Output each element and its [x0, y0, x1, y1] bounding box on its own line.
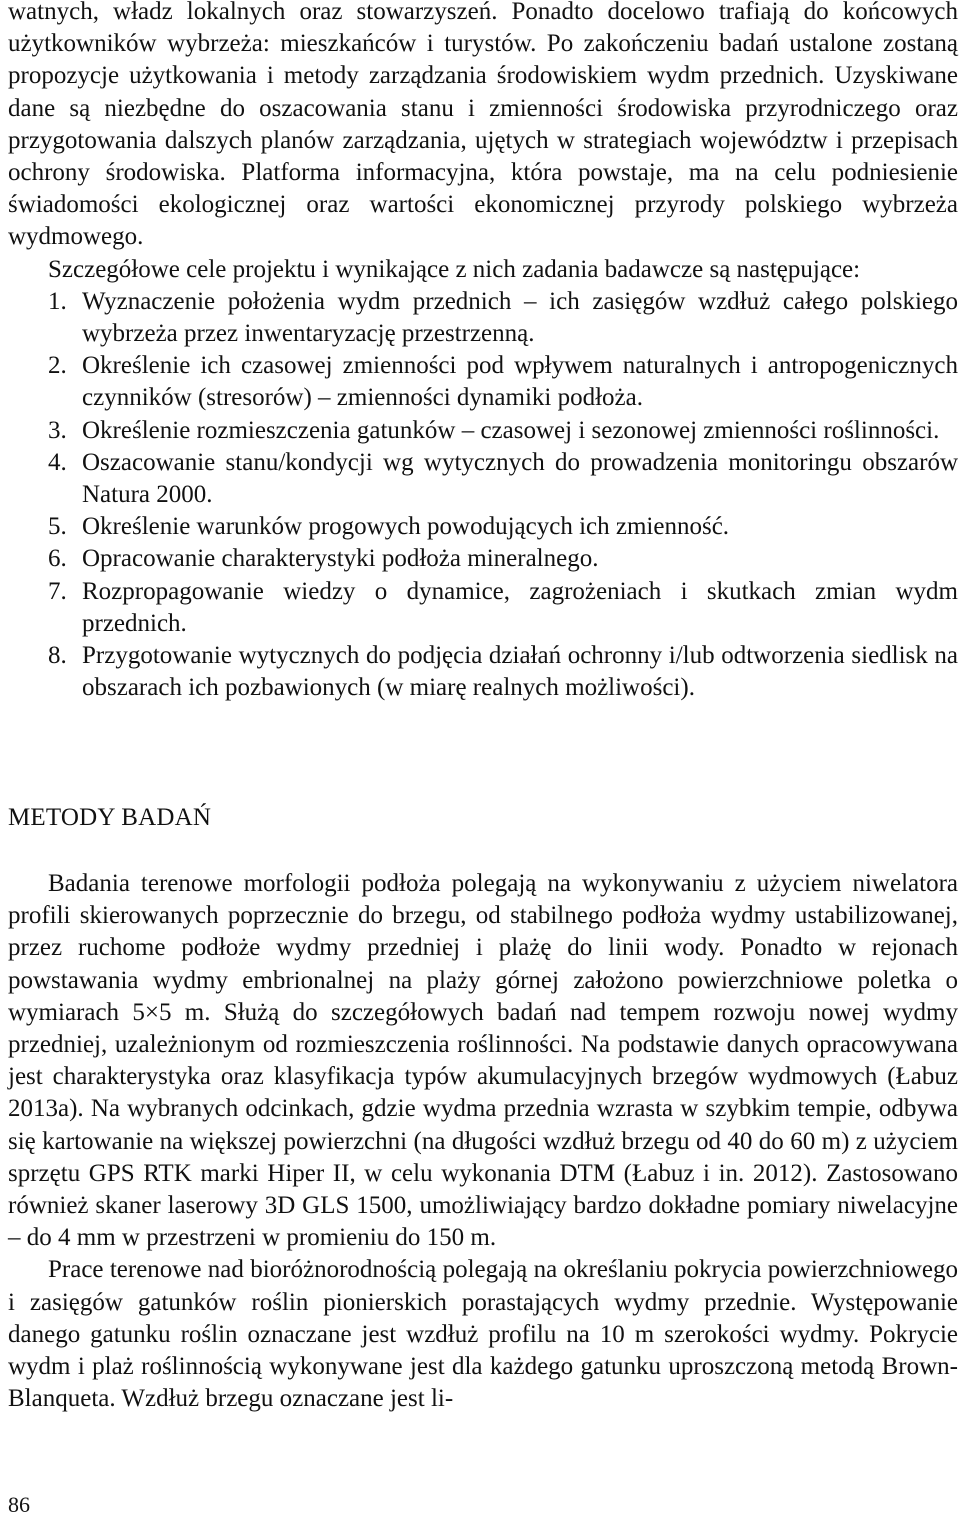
list-item-text: Określenie rozmieszczenia gatunków – czasowej i sezonowej zmienności roślinności.	[82, 416, 940, 444]
list-item-number: 7.	[48, 577, 67, 605]
list-item-number: 6.	[48, 545, 67, 573]
text-block-goals	[8, 0, 958, 704]
list-item-text: Oszacowanie stanu/kondycji wg wytycznych do prowadzenia monitoringu obszarów Natura 2000.	[82, 448, 958, 509]
list-item-text: Określenie ich czasowej zmienności pod wpływem naturalnych i antropogenicznych czynników (stresorów) – zmienności dynamiki podłoża.	[82, 352, 958, 412]
list-item-number: 8.	[48, 642, 67, 670]
list-item	[8, 640, 958, 704]
list-item	[8, 511, 958, 543]
paragraph-intro: watnych, władz lokalnych oraz stowarzyszeń. Ponadto docelowo trafiają do końcowych użytkowników wybrzeża: mieszkańców i turystów. Po zakończeniu badań ustalone zostaną propozycje użytkowania i metody zarządzania środowiskiem wydm przednich. Uzyskiwane dane są niezbędne do oszacowania stanu i zmienności środowiska przyrodniczego oraz przygotowania dalszych planów zarządzania, ujętych w strategiach województw i przepisach ochrony środowiska. Platforma informacyjna, która powstaje, ma na celu podniesienie świadomości ekologicznej oraz wartości ekonomicznej przyrody polskiego wybrzeża wydmowego.	[8, 0, 958, 251]
goals-list	[8, 286, 958, 705]
page-number: 86	[8, 1492, 30, 1517]
list-item-text: Opracowanie charakterystyki podłoża mineralnego.	[82, 545, 599, 573]
paragraph-goals-lead: Szczegółowe cele projektu i wynikające z nich zadania badawcze są następujące:	[48, 255, 861, 283]
list-item-number: 5.	[48, 513, 67, 541]
list-item-number: 4.	[48, 448, 67, 476]
list-item-text: Określenie warunków progowych powodujących ich zmienność.	[82, 513, 730, 541]
list-item-number: 3.	[48, 416, 67, 444]
list-item	[8, 415, 958, 447]
list-item	[8, 286, 958, 350]
list-item-number: 2.	[48, 352, 67, 380]
text-block-methods	[8, 868, 958, 1415]
list-item	[8, 447, 958, 511]
list-item	[8, 543, 958, 575]
list-item	[8, 350, 958, 414]
list-item-text: Przygotowanie wytycznych do podjęcia działań ochronny i/lub odtworzenia siedlisk na obszarach ich pozbawionych (w miarę realnych możliwości).	[82, 642, 958, 702]
list-item-text: Rozpropagowanie wiedzy o dynamice, zagrożeniach i skutkach zmian wydm przednich.	[82, 577, 958, 637]
section-heading: METODY BADAŃ	[8, 804, 212, 831]
paragraph-methods-1: Badania terenowe morfologii podłoża polegają na wykonywaniu z użyciem niwelatora profili skierowanych poprzecznie do brzegu, od stabilnego podłoża wydmy ustabilizowanej, przez ruchome podłoże wydmy przedniej i plażę do linii wody. Ponadto w rejonach powstawania wydmy embrionalnej na plaży górnej założono powierzchniowe poletka o wymiarach 5×5 m. Służą do szczegółowych badań nad tempem rozwoju nowej wydmy przedniej, uzależnionym od rozmieszczenia roślinności. Na podstawie danych opracowywana jest charakterystyka oraz klasyfikacja typów akumulacyjnych brzegów wydmowych (Łabuz 2013a). Na wybranych odcinkach, gdzie wydma przednia wzrasta w szybkim tempie, odbywa się kartowanie na większej powierzchni (na długości wzdłuż brzegu od 40 do 60 m) z użyciem sprzętu GPS RTK marki Hiper II, w celu wykonania DTM (Łabuz i in. 2012). Zastosowano również skaner laserowy 3D GLS 1500, umożliwiający bardzo dokładne pomiary niwelacyjne – do 4 mm w przestrzeni w promieniu do 150 m.	[8, 870, 958, 1252]
list-item-number: 1.	[48, 287, 67, 315]
paragraph-methods-2: Prace terenowe nad bioróżnorodnością polegają na określaniu pokrycia powierzchniowego i zasięgów gatunków roślin pionierskich porastających wydmy przednie. Występowanie danego gatunku roślin oznaczane jest wzdłuż profilu na 10 m szerokości wydmy. Pokrycie wydm i plaż roślinnością wykonywane jest dla każdego gatunku uproszczoną metodą Brown-Blanqueta. Wzdłuż brzegu oznaczane jest li-	[8, 1256, 958, 1413]
list-item-text: Wyznaczenie położenia wydm przednich – ich zasięgów wzdłuż całego polskiego wybrzeża przez inwentaryzację przestrzenną.	[82, 287, 958, 348]
list-item	[8, 576, 958, 640]
